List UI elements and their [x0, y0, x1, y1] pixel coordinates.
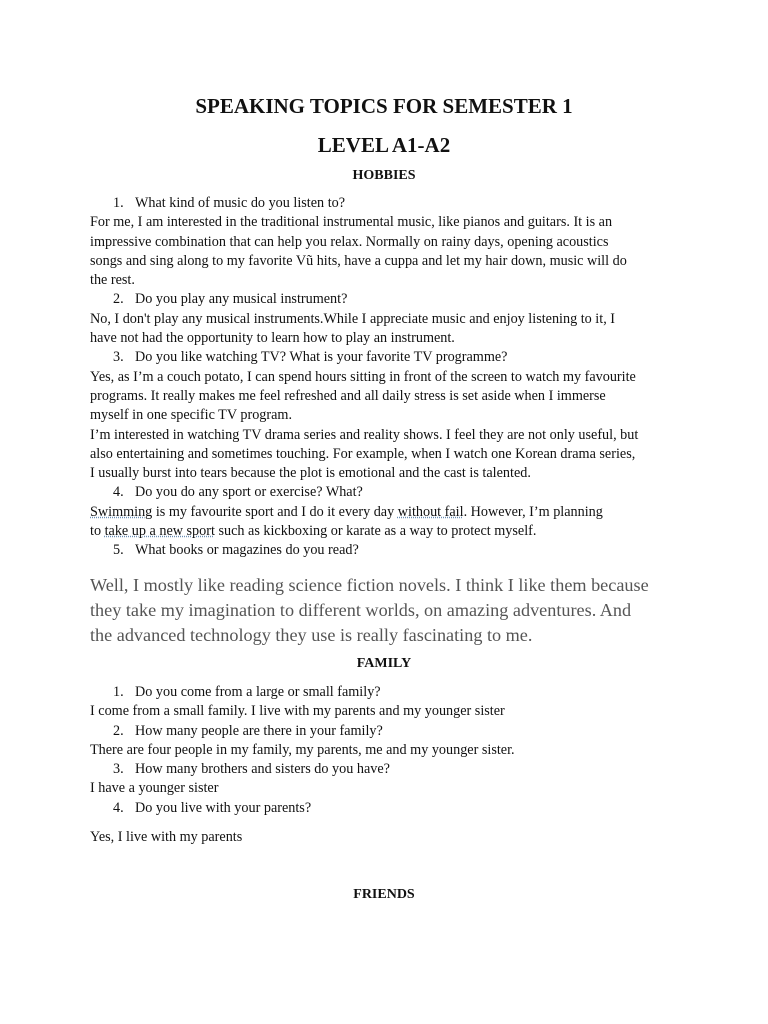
question-text: Do you live with your parents? — [135, 799, 312, 816]
question-number: 2. — [113, 291, 124, 308]
question-item — [90, 683, 680, 702]
answer-line: programs. It really makes me feel refreshed and all daily stress is set aside when I immerse — [90, 387, 606, 404]
answer-line: have not had the opportunity to learn how to play an instrument. — [90, 330, 455, 347]
section-heading-family: FAMILY — [356, 656, 412, 671]
question-number: 4. — [113, 484, 124, 501]
answer-line: Yes, as I’m a couch potato, I can spend hours sitting in front of the screen to watch my favourite — [90, 368, 636, 385]
question-item — [90, 483, 680, 502]
answer-line: No, I don't play any musical instruments.While I appreciate music and enjoy listening to it, I — [90, 310, 616, 327]
question-item — [90, 348, 680, 367]
question-text: Do you like watching TV? What is your favorite TV programme? — [135, 349, 508, 366]
underlined-phrase: take up a new sport — [104, 523, 215, 540]
section-heading-hobbies: HOBBIES — [352, 168, 416, 183]
question-number: 5. — [113, 542, 124, 559]
answer-line: There are four people in my family, my parents, me and my younger sister. — [90, 741, 515, 758]
question-item — [90, 722, 680, 741]
question-text: What books or magazines do you read? — [135, 542, 359, 559]
answer-line: Yes, I live with my parents — [90, 829, 243, 846]
level-heading: LEVEL A1-A2 — [317, 133, 451, 157]
answer-line: Well, I mostly like reading science fiction novels. I think I like them because — [90, 575, 649, 595]
underlined-phrase: Swimming — [90, 503, 153, 520]
answer-line: impressive combination that can help you relax. Normally on rainy days, opening acoustics — [90, 233, 609, 250]
answer-fragment: such as kickboxing or karate as a way to protect myself. — [214, 523, 537, 540]
question-number: 2. — [113, 722, 124, 739]
answer-line: I come from a small family. I live with my parents and my younger sister — [90, 703, 505, 720]
question-number: 1. — [113, 684, 124, 700]
question-text: Do you play any musical instrument? — [135, 291, 348, 308]
answer-line: the advanced technology they use is really fascinating to me. — [90, 625, 533, 645]
question-text: Do you do any sport or exercise? What? — [135, 484, 363, 501]
answer-line: I usually burst into tears because the plot is emotional and the cast is talented. — [90, 465, 531, 482]
question-text: Do you come from a large or small family? — [135, 684, 381, 700]
answer-line: For me, I am interested in the traditional instrumental music, like pianos and guitars. It is an — [90, 214, 613, 231]
answer-fragment: . However, I’m planning — [463, 503, 603, 520]
answer-line: I’m interested in watching TV drama series and reality shows. I feel they are not only useful, but — [90, 426, 639, 443]
hobbies-section — [90, 194, 680, 561]
answer-line: also entertaining and sometimes touching. For example, when I watch one Korean drama series, — [90, 445, 636, 462]
question-number: 3. — [113, 761, 124, 778]
answer-line — [90, 503, 680, 522]
document-title: SPEAKING TOPICS FOR SEMESTER 1 — [195, 94, 573, 118]
section-heading-friends: FRIENDS — [353, 887, 415, 902]
question-item — [90, 194, 680, 213]
question-item — [90, 290, 680, 309]
question-text: What kind of music do you listen to? — [135, 195, 346, 211]
question-item — [90, 799, 680, 818]
question-text: How many brothers and sisters do you have? — [135, 761, 390, 778]
answer-line: myself in one specific TV program. — [90, 407, 292, 424]
books-answer — [90, 573, 690, 648]
answer-fragment: to — [90, 523, 105, 540]
question-item — [90, 760, 680, 779]
question-text: How many people are there in your family? — [135, 722, 383, 739]
answer-line: the rest. — [90, 272, 135, 289]
answer-line: they take my imagination to different worlds, on amazing adventures. And — [90, 600, 632, 620]
answer-line: I have a younger sister — [90, 780, 219, 797]
answer-line: songs and sing along to my favorite Vũ hits, have a cuppa and let my hair down, music will do — [90, 252, 627, 269]
question-number: 1. — [113, 195, 124, 211]
answer-line — [90, 522, 680, 541]
spacer — [90, 818, 680, 828]
underlined-phrase: without fail — [397, 503, 464, 520]
question-number: 3. — [113, 349, 124, 366]
family-section — [90, 683, 680, 847]
answer-fragment: is my favourite sport and I do it every day — [152, 503, 398, 520]
question-number: 4. — [113, 799, 124, 816]
question-item — [90, 541, 680, 560]
